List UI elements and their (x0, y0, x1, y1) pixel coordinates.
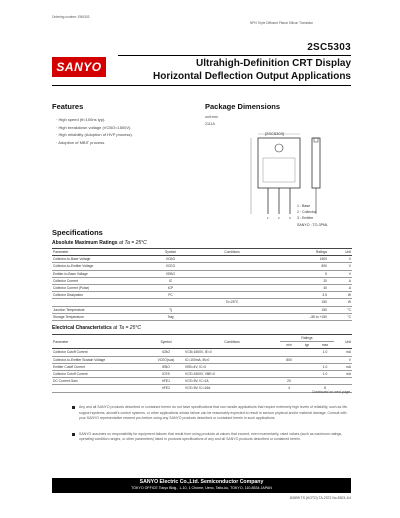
table-cell: 1.0 (316, 349, 334, 356)
side-view-tab (314, 138, 318, 142)
table-cell: 1500 (277, 256, 328, 263)
table-cell: DC Current Gain (52, 378, 148, 385)
table-cell (187, 292, 277, 299)
feature-item: · High breakdown voltage (VCBO=1500V). (56, 124, 132, 130)
table-cell: IC (154, 277, 187, 284)
table-cell: °C (328, 313, 352, 320)
table-cell: 800 (277, 263, 328, 270)
amr-condition: at Ta = 25°C (118, 240, 147, 246)
table-cell (187, 270, 277, 277)
package-heading: Package Dimensions (205, 102, 281, 111)
table-cell: Tc=25°C (187, 299, 277, 306)
table-cell: Collector Cutoff Current (52, 370, 148, 377)
table-cell: 20 (280, 378, 298, 385)
table-cell: VCB=1500V, IE=0 (184, 349, 280, 356)
table-row (52, 284, 352, 291)
document-number: D0899 TS (KOTO) TA-2372 No.5303-1/4 (289, 496, 351, 500)
table-row (52, 356, 352, 363)
table-cell: VCE=5V, IC=1A (184, 378, 280, 385)
table-cell: ICBO (148, 349, 184, 356)
table-cell: Collector Current (Pulse) (52, 284, 154, 291)
note-text: SANYO assumes no responsibility for equipment failures that result from using products at values that exceed, even momentarily, rated values (such as maximum ratings, operating condition ranges, or other parameters) listed in products specifications of any and all SANYO products described or contained herein. (79, 431, 343, 442)
table-cell: VCBO (154, 256, 187, 263)
lead-number-3: 3 (289, 216, 291, 220)
table-cell: 1.0 (316, 370, 334, 377)
table-cell: 5 (277, 270, 328, 277)
package-label: [2SC5303] (265, 131, 284, 136)
table-row (52, 349, 352, 356)
table-cell (187, 306, 277, 313)
col-header: typ (298, 342, 316, 349)
table-cell (280, 370, 298, 377)
table-cell: 8 (316, 385, 334, 392)
table-cell (298, 370, 316, 377)
ec-title (52, 325, 141, 331)
bullet-square-icon (72, 406, 75, 409)
ordering-number: Ordering number: EN5303 (52, 15, 90, 19)
table-cell: IC=100mA, IB=0 (184, 356, 280, 363)
table-row (52, 277, 352, 284)
pin-1: 1 : Base (297, 204, 311, 208)
table-cell: IEBO (148, 363, 184, 370)
col-header: Conditions (187, 249, 277, 256)
note-item (72, 432, 352, 443)
device-type-note: NPN Triple Diffused Planar Silicon Transistor (250, 21, 314, 25)
table-cell (280, 363, 298, 370)
package-type: SANYO : TO-3PML (297, 222, 329, 227)
table-cell: A (328, 277, 352, 284)
table-row (52, 299, 352, 306)
footer-band (52, 478, 351, 493)
table-cell: Collector Cutoff Current (52, 349, 148, 356)
table-cell: VEBO (154, 270, 187, 277)
table-cell: 40 (277, 284, 328, 291)
features-heading: Features (52, 102, 84, 111)
table-cell: ICES (148, 370, 184, 377)
col-header: max (316, 342, 334, 349)
table-cell: °C (328, 306, 352, 313)
table-row (52, 270, 352, 277)
note-text: Any and all SANYO products described or contained herein do not have specifications that can handle applications that require extremely high levels of reliability, such as life-support systems, aircraft's control systems, or other applications whose failure can be reasonably expected to result in serious physical and/or material damage. Consult with your SANYO representative nearest you before using any SANYO products described or contained herein in such applications. (79, 405, 348, 421)
lead-number-1: 1 (267, 216, 269, 220)
table-cell: 4 (280, 385, 298, 392)
bullet-square-icon (72, 433, 75, 436)
table-row (52, 263, 352, 270)
table-cell: V (328, 256, 352, 263)
table-cell (187, 256, 277, 263)
col-header: Parameter (52, 249, 154, 256)
absolute-maximum-ratings-table (52, 248, 352, 321)
table-cell: Emitter Cutoff Current (52, 363, 148, 370)
table-cell (316, 378, 334, 385)
continued-note: Continued on next page. (311, 390, 351, 394)
table-header-row (52, 249, 352, 256)
col-header: Conditions (184, 335, 280, 349)
table-cell: 20 (277, 277, 328, 284)
table-cell: Storage Temperature (52, 313, 154, 320)
feature-item: · High reliability (Adoption of HVP process). (56, 132, 133, 137)
pin-legend (297, 203, 328, 228)
lead-number-2: 2 (278, 216, 280, 220)
table-cell (187, 284, 277, 291)
table-cell: Collector-to-Base Voltage (52, 256, 154, 263)
table-cell: 800 (280, 356, 298, 363)
col-header: Symbol (148, 335, 184, 349)
package-side-view (312, 138, 320, 188)
feature-item: · Adoption of MBIT process. (56, 139, 106, 145)
table-cell: VCE=1500V, VBE=0 (184, 370, 280, 377)
col-header: Symbol (154, 249, 187, 256)
table-cell: mA (334, 370, 352, 377)
table-header-row (52, 335, 352, 342)
table-cell: Tj (154, 306, 187, 313)
table-row (52, 378, 352, 385)
table-cell: 150 (277, 306, 328, 313)
table-cell: Emitter-to-Base Voltage (52, 270, 154, 277)
table-row (52, 256, 352, 263)
table-cell (52, 385, 148, 392)
table-cell: mA (334, 363, 352, 370)
ec-title-text: Electrical Characteristics (52, 325, 112, 331)
table-cell: Tstg (154, 313, 187, 320)
table-row (52, 370, 352, 377)
title-line-1: Ultrahigh-Definition CRT Display (196, 58, 351, 69)
table-cell: Collector Current (52, 277, 154, 284)
table-cell (187, 313, 277, 320)
table-cell: PC (154, 292, 187, 299)
header-rule (118, 55, 351, 56)
package-unit: unit:mm (205, 115, 218, 119)
table-cell: W (328, 292, 352, 299)
col-header: min (280, 342, 298, 349)
table-cell: ICP (154, 284, 187, 291)
col-header: Parameter (52, 335, 148, 349)
footer-address: TOKYO OFFICE Tokyo Bldg., 1-10, 1 Chome, Ueno, Taito-ku, TOKYO, 110-8534 JAPAN (131, 486, 272, 490)
amr-title-text: Absolute Maximum Ratings (52, 240, 118, 246)
table-cell (298, 349, 316, 356)
table-cell: 1.0 (316, 363, 334, 370)
table-cell: Collector-to-Emitter Voltage (52, 263, 154, 270)
pin-2: 2 : Collector (297, 210, 317, 215)
col-header: Ratings (277, 249, 328, 256)
table-cell: VCE=5V, IC=16A (184, 385, 280, 392)
table-cell: Junction Temperature (52, 306, 154, 313)
table-cell (334, 378, 352, 385)
title-line-2: Horizontal Deflection Output Applications (153, 71, 351, 82)
table-cell: V (334, 356, 352, 363)
table-cell: Collector-to-Emitter Sustain Voltage (52, 356, 148, 363)
table-cell (154, 299, 187, 306)
pin-3: 3 : Emitter (297, 216, 314, 221)
electrical-characteristics-table (52, 334, 352, 393)
table-cell: 3.5 (277, 292, 328, 299)
table-cell: A (328, 284, 352, 291)
table-cell: mA (334, 349, 352, 356)
col-group-header: Ratings (280, 335, 334, 342)
note-item (72, 405, 352, 422)
package-window (263, 158, 295, 182)
table-cell (298, 363, 316, 370)
table-cell: VCEO(sus) (148, 356, 184, 363)
table-cell: –55 to +150 (277, 313, 328, 320)
table-cell (316, 356, 334, 363)
table-row (52, 385, 352, 392)
table-cell (52, 299, 154, 306)
notes (72, 405, 352, 453)
table-cell (298, 378, 316, 385)
table-cell (298, 356, 316, 363)
feature-item: · High speed (tf=100ns typ). (56, 117, 106, 122)
table-cell (187, 277, 277, 284)
package-drawing (213, 128, 353, 238)
ec-condition: at Ta = 25°C (113, 325, 141, 331)
table-row (52, 363, 352, 370)
col-header: Unit (334, 335, 352, 349)
package-code: 2111A (205, 122, 215, 126)
features-list (56, 116, 133, 146)
amr-title (52, 240, 147, 246)
table-cell: hFE1 (148, 378, 184, 385)
table-cell (280, 349, 298, 356)
part-number: 2SC5303 (307, 42, 351, 53)
table-cell (187, 263, 277, 270)
table-cell: VEB=4V, IC=0 (184, 363, 280, 370)
specifications-heading: Specifications (52, 228, 103, 237)
table-row (52, 313, 352, 320)
table-cell: hFE2 (148, 385, 184, 392)
table-cell: V (328, 263, 352, 270)
table-cell: W (328, 299, 352, 306)
table-cell: Collector Dissipation (52, 292, 154, 299)
mounting-hole (275, 144, 283, 152)
table-row (52, 292, 352, 299)
table-row (52, 306, 352, 313)
table-cell: VCEO (154, 263, 187, 270)
table-cell: 150 (277, 299, 328, 306)
sanyo-logo: SANYO (52, 57, 106, 77)
package-body (258, 138, 300, 188)
col-header: Unit (328, 249, 352, 256)
footer-company: SANYO Electric Co.,Ltd. Semiconductor Company (139, 479, 264, 485)
table-cell: V (328, 270, 352, 277)
title-rule (52, 85, 351, 86)
